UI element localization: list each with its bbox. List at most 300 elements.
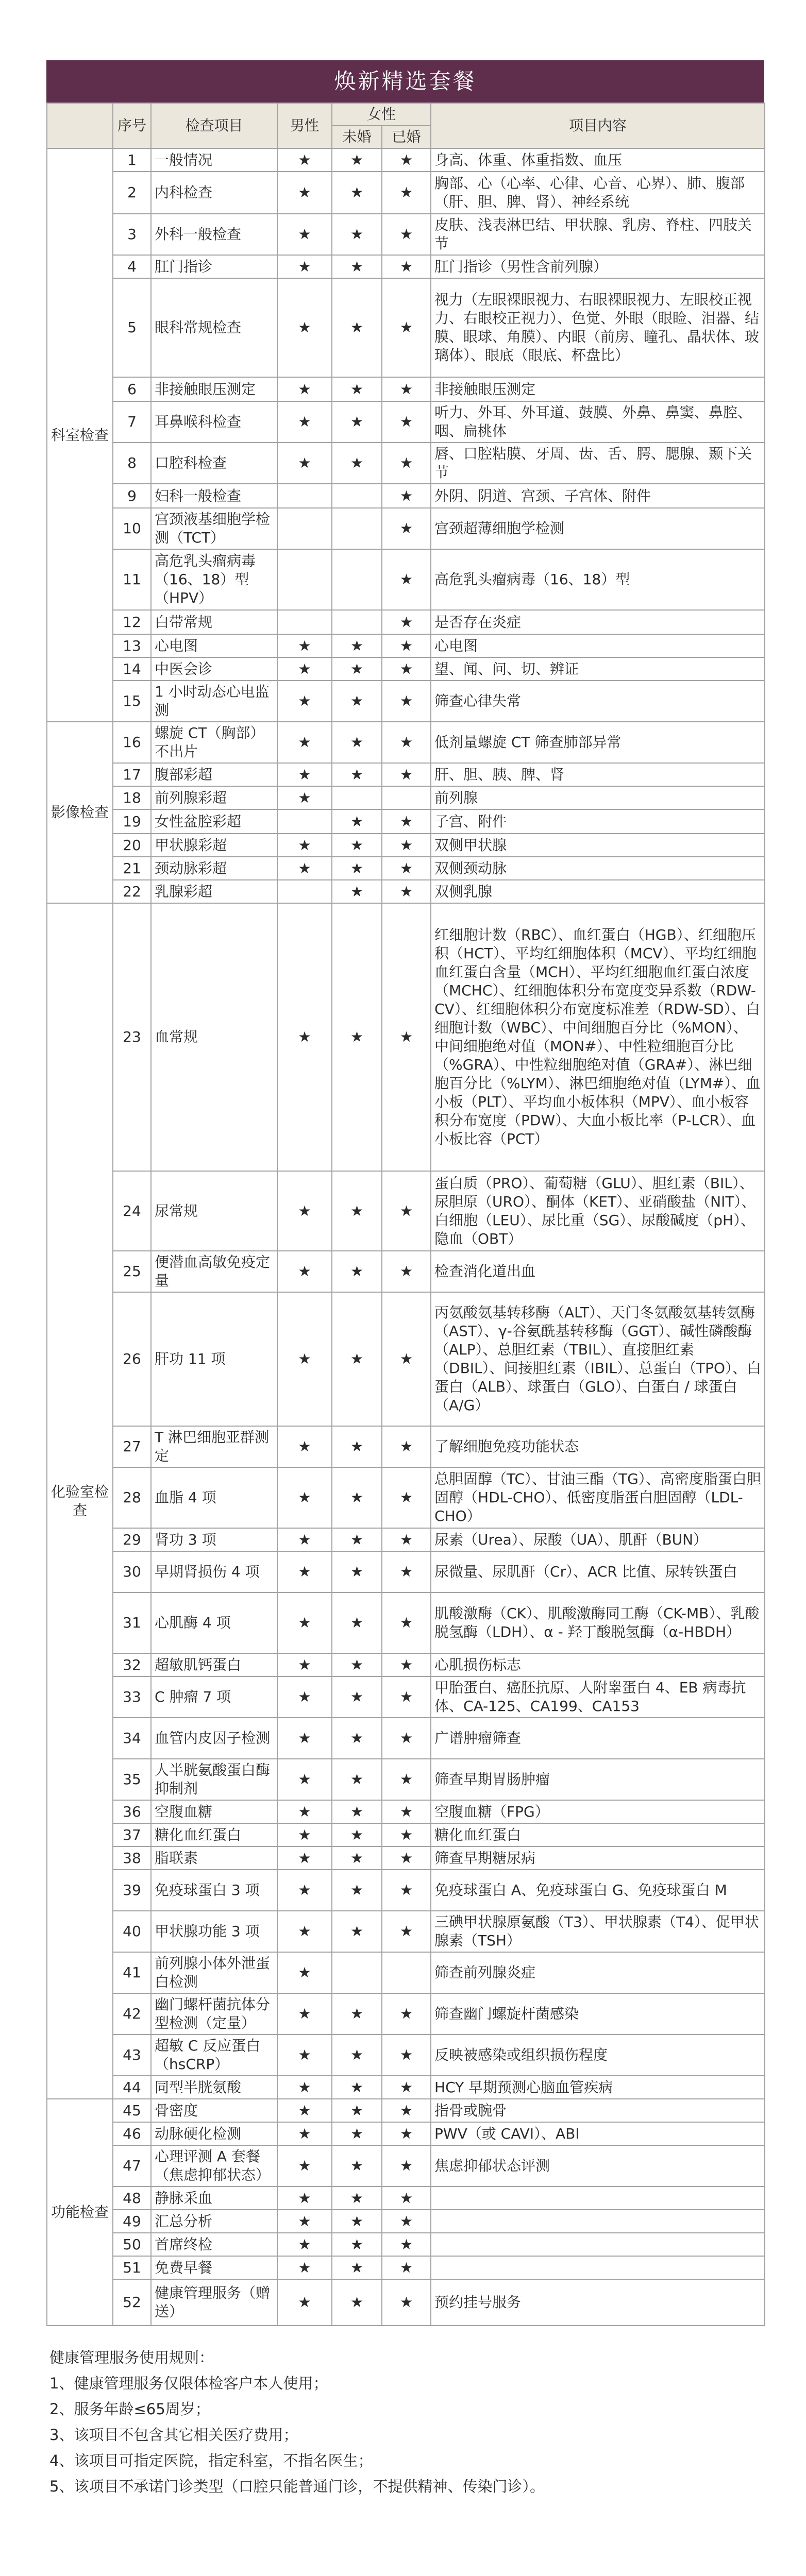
seq-cell: 41 (113, 1952, 151, 1993)
table-row (47, 148, 765, 172)
married-mark: ★ (382, 172, 431, 214)
seq-cell: 50 (113, 2233, 151, 2256)
item-cell: 眼科常规检查 (151, 278, 277, 377)
seq-cell: 9 (113, 484, 151, 508)
seq-cell: 15 (113, 681, 151, 722)
unmarried-mark (332, 484, 382, 508)
male-mark: ★ (277, 2145, 332, 2187)
category-cell: 科室检查 (47, 148, 113, 722)
unmarried-mark: ★ (332, 2099, 382, 2122)
content-cell: 检查消化道出血 (431, 1251, 765, 1292)
content-cell: 筛查前列腺炎症 (431, 1952, 765, 1993)
seq-cell: 13 (113, 634, 151, 657)
seq-cell: 28 (113, 1467, 151, 1528)
content-cell: 焦虑抑郁状态评测 (431, 2145, 765, 2187)
seq-cell: 23 (113, 903, 151, 1171)
item-cell: 静脉采血 (151, 2187, 277, 2210)
married-mark: ★ (382, 401, 431, 443)
content-cell: 唇、口腔粘膜、牙周、齿、舌、腭、腮腺、颞下关节 (431, 443, 765, 484)
table-row (47, 681, 765, 722)
table-row (47, 1911, 765, 1952)
male-mark: ★ (277, 1870, 332, 1911)
seq-cell: 33 (113, 1676, 151, 1718)
male-mark: ★ (277, 722, 332, 763)
male-mark: ★ (277, 1292, 332, 1426)
married-mark: ★ (382, 2122, 431, 2145)
seq-cell: 26 (113, 1292, 151, 1426)
table-row (47, 484, 765, 508)
male-mark: ★ (277, 214, 332, 255)
content-cell: 总胆固醇（TC）、甘油三酯（TG）、高密度脂蛋白胆固醇（HDL-CHO）、低密度脂蛋白胆固醇（LDL-CHO） (431, 1467, 765, 1528)
unmarried-mark: ★ (332, 1251, 382, 1292)
seq-cell: 29 (113, 1528, 151, 1551)
married-mark: ★ (382, 2145, 431, 2187)
item-cell: 肾功 3 项 (151, 1528, 277, 1551)
married-mark: ★ (382, 1551, 431, 1592)
content-cell: 广谱肿瘤筛查 (431, 1718, 765, 1759)
category-cell: 影像检查 (47, 722, 113, 903)
unmarried-mark: ★ (332, 1870, 382, 1911)
rule-item: 3、该项目不包含其它相关医疗费用； (49, 2426, 298, 2444)
unmarried-mark: ★ (332, 809, 382, 834)
content-cell: 心肌损伤标志 (431, 1653, 765, 1676)
table-row (47, 1251, 765, 1292)
unmarried-mark: ★ (332, 634, 382, 657)
married-mark: ★ (382, 1171, 431, 1251)
married-mark: ★ (382, 1292, 431, 1426)
table-row (47, 610, 765, 634)
unmarried-mark: ★ (332, 1718, 382, 1759)
married-mark: ★ (382, 2233, 431, 2256)
unmarried-mark: ★ (332, 214, 382, 255)
unmarried-mark: ★ (332, 2145, 382, 2187)
seq-cell: 19 (113, 809, 151, 834)
item-cell: 一般情况 (151, 148, 277, 172)
married-mark: ★ (382, 1911, 431, 1952)
table-row (47, 903, 765, 1171)
table-row (47, 1528, 765, 1551)
married-mark: ★ (382, 2099, 431, 2122)
male-mark: ★ (277, 278, 332, 377)
table-row (47, 1759, 765, 1800)
male-mark: ★ (277, 2187, 332, 2210)
seq-cell: 24 (113, 1171, 151, 1251)
table-row (47, 214, 765, 255)
table-row (47, 2187, 765, 2210)
item-cell: 甲状腺彩超 (151, 834, 277, 857)
unmarried-mark: ★ (332, 681, 382, 722)
content-cell: 指骨或腕骨 (431, 2099, 765, 2122)
married-mark: ★ (382, 2187, 431, 2210)
table-row (47, 2210, 765, 2233)
table-header (47, 103, 765, 148)
unmarried-mark: ★ (332, 1823, 382, 1846)
male-mark: ★ (277, 1911, 332, 1952)
male-mark: ★ (277, 1846, 332, 1870)
married-mark: ★ (382, 549, 431, 610)
unmarried-mark: ★ (332, 2210, 382, 2233)
seq-cell: 49 (113, 2210, 151, 2233)
seq-cell: 45 (113, 2099, 151, 2122)
item-cell: 空腹血糖 (151, 1800, 277, 1823)
unmarried-mark: ★ (332, 278, 382, 377)
rules-heading: 健康管理服务使用规则： (49, 2349, 214, 2366)
seq-cell: 3 (113, 214, 151, 255)
content-cell: 身高、体重、体重指数、血压 (431, 148, 765, 172)
content-cell: 肛门指诊（男性含前列腺） (431, 255, 765, 278)
unmarried-mark: ★ (332, 1551, 382, 1592)
item-cell: 中医会诊 (151, 657, 277, 681)
content-cell: 蛋白质（PRO）、葡萄糖（GLU）、胆红素（BIL）、尿胆原（URO）、酮体（KET）、亚硝酸盐（NIT）、白细胞（LEU）、尿比重（SG）、尿酸碱度（pH）、隐血（OBT） (431, 1171, 765, 1251)
unmarried-mark: ★ (332, 1528, 382, 1551)
unmarried-mark: ★ (332, 1467, 382, 1528)
table-row (47, 2099, 765, 2122)
package-page (46, 60, 764, 2499)
unmarried-mark: ★ (332, 880, 382, 903)
table-row (47, 763, 765, 786)
male-mark: ★ (277, 634, 332, 657)
rule-item: 4、该项目可指定医院，指定科室，不指名医生； (49, 2452, 373, 2469)
unmarried-mark: ★ (332, 834, 382, 857)
male-mark: ★ (277, 1426, 332, 1467)
table-row (47, 880, 765, 903)
male-mark: ★ (277, 2210, 332, 2233)
male-mark: ★ (277, 2122, 332, 2145)
male-mark: ★ (277, 1171, 332, 1251)
male-mark: ★ (277, 2035, 332, 2076)
male-mark: ★ (277, 903, 332, 1171)
unmarried-mark (332, 508, 382, 549)
item-cell: 螺旋 CT（胸部）不出片 (151, 722, 277, 763)
content-cell: 尿素（Urea）、尿酸（UA）、肌酐（BUN） (431, 1528, 765, 1551)
rule-item: 2、服务年龄≤65周岁； (49, 2400, 210, 2418)
male-mark: ★ (277, 401, 332, 443)
content-cell: HCY 早期预测心脑血管疾病 (431, 2076, 765, 2099)
content-cell (431, 2256, 765, 2279)
item-cell: 高危乳头瘤病毒（16、18）型（HPV） (151, 549, 277, 610)
seq-cell: 20 (113, 834, 151, 857)
item-cell: 外科一般检查 (151, 214, 277, 255)
married-mark: ★ (382, 443, 431, 484)
unmarried-mark: ★ (332, 1911, 382, 1952)
married-mark: ★ (382, 880, 431, 903)
content-cell: 非接触眼压测定 (431, 377, 765, 401)
content-cell: 反映被感染或组织损伤程度 (431, 2035, 765, 2076)
table-row (47, 1467, 765, 1528)
content-cell: 糖化血红蛋白 (431, 1823, 765, 1846)
table-row (47, 1676, 765, 1718)
married-mark: ★ (382, 278, 431, 377)
male-mark: ★ (277, 1676, 332, 1718)
table-row (47, 278, 765, 377)
male-mark: ★ (277, 1592, 332, 1653)
unmarried-mark: ★ (332, 763, 382, 786)
item-cell: 免费早餐 (151, 2256, 277, 2279)
male-mark: ★ (277, 1718, 332, 1759)
package-title: 焕新精选套餐 (46, 60, 764, 103)
content-cell: 预约挂号服务 (431, 2279, 765, 2326)
male-mark: ★ (277, 1251, 332, 1292)
seq-cell: 42 (113, 1993, 151, 2035)
seq-cell: 4 (113, 255, 151, 278)
content-cell: 心电图 (431, 634, 765, 657)
married-mark: ★ (382, 214, 431, 255)
seq-cell: 35 (113, 1759, 151, 1800)
unmarried-mark: ★ (332, 1292, 382, 1426)
content-cell: 红细胞计数（RBC）、血红蛋白（HGB）、红细胞压积（HCT）、平均红细胞体积（MCV）、平均红细胞血红蛋白含量（MCH）、平均红细胞血红蛋白浓度（MCHC）、红细胞体积分布宽度变异系数（RDW-CV）、红细胞体积分布宽度标准差（RDW-SD）、白细胞计数（WBC）、中间细胞百分比（%MON）、中间细胞绝对值（MON#）、中性粒细胞百分比（%GRA）、中性粒细胞绝对值（GRA#）、淋巴细胞百分比（%LYM）、淋巴细胞绝对值（LYM#）、血小板（PLT）、平均血小板体积（MPV）、血小板容积分布宽度（PDW）、大血小板比率（P-LCR）、血小板比容（PCT） (431, 903, 765, 1171)
male-mark: ★ (277, 2099, 332, 2122)
unmarried-mark: ★ (332, 377, 382, 401)
married-mark: ★ (382, 484, 431, 508)
male-mark: ★ (277, 172, 332, 214)
married-mark: ★ (382, 634, 431, 657)
male-mark: ★ (277, 786, 332, 809)
table-row (47, 834, 765, 857)
seq-cell: 2 (113, 172, 151, 214)
married-mark: ★ (382, 2035, 431, 2076)
male-mark: ★ (277, 857, 332, 880)
married-mark: ★ (382, 1846, 431, 1870)
content-cell: 视力（左眼裸眼视力、右眼裸眼视力、左眼校正视力、右眼校正视力）、色觉、外眼（眼睑、泪器、结膜、眼球、角膜）、内眼（前房、瞳孔、晶状体、玻璃体）、眼底（眼底、杯盘比） (431, 278, 765, 377)
header-content: 项目内容 (431, 103, 765, 148)
seq-cell: 8 (113, 443, 151, 484)
item-cell: 前列腺小体外泄蛋白检测 (151, 1952, 277, 1993)
seq-cell: 52 (113, 2279, 151, 2326)
table-row (47, 2233, 765, 2256)
table-row (47, 786, 765, 809)
male-mark: ★ (277, 1800, 332, 1823)
married-mark: ★ (382, 1800, 431, 1823)
unmarried-mark: ★ (332, 2187, 382, 2210)
unmarried-mark: ★ (332, 443, 382, 484)
content-cell: 胸部、心（心率、心律、心音、心界）、肺、腹部（肝、胆、脾、肾）、神经系统 (431, 172, 765, 214)
married-mark: ★ (382, 834, 431, 857)
table-row (47, 1800, 765, 1823)
unmarried-mark: ★ (332, 401, 382, 443)
table-row (47, 634, 765, 657)
item-cell: 人半胱氨酸蛋白酶抑制剂 (151, 1759, 277, 1800)
seq-cell: 17 (113, 763, 151, 786)
usage-rules (46, 2345, 764, 2499)
content-cell: 免疫球蛋白 A、免疫球蛋白 G、免疫球蛋白 M (431, 1870, 765, 1911)
married-mark: ★ (382, 1718, 431, 1759)
seq-cell: 18 (113, 786, 151, 809)
header-seq: 序号 (113, 103, 151, 148)
item-cell: 口腔科检查 (151, 443, 277, 484)
seq-cell: 21 (113, 857, 151, 880)
content-cell: 双侧甲状腺 (431, 834, 765, 857)
married-mark: ★ (382, 2279, 431, 2326)
content-cell: 了解细胞免疫功能状态 (431, 1426, 765, 1467)
married-mark: ★ (382, 1870, 431, 1911)
male-mark (277, 610, 332, 634)
unmarried-mark: ★ (332, 172, 382, 214)
item-cell: 免疫球蛋白 3 项 (151, 1870, 277, 1911)
item-cell: 前列腺彩超 (151, 786, 277, 809)
item-cell: 汇总分析 (151, 2210, 277, 2233)
item-cell: 1 小时动态心电监测 (151, 681, 277, 722)
married-mark: ★ (382, 722, 431, 763)
table-row (47, 1653, 765, 1676)
item-cell: 甲状腺功能 3 项 (151, 1911, 277, 1952)
seq-cell: 34 (113, 1718, 151, 1759)
content-cell: 子宫、附件 (431, 809, 765, 834)
male-mark: ★ (277, 1551, 332, 1592)
seq-cell: 51 (113, 2256, 151, 2279)
unmarried-mark (332, 786, 382, 809)
item-cell: 肝功 11 项 (151, 1292, 277, 1426)
married-mark: ★ (382, 610, 431, 634)
unmarried-mark: ★ (332, 2076, 382, 2099)
content-cell: 筛查心律失常 (431, 681, 765, 722)
unmarried-mark: ★ (332, 255, 382, 278)
seq-cell: 11 (113, 549, 151, 610)
seq-cell: 27 (113, 1426, 151, 1467)
item-cell: 超敏 C 反应蛋白（hsCRP） (151, 2035, 277, 2076)
item-cell: 首席终检 (151, 2233, 277, 2256)
table-row (47, 1171, 765, 1251)
table-row (47, 1993, 765, 2035)
table-row (47, 377, 765, 401)
content-cell: 尿微量、尿肌酐（Cr）、ACR 比值、尿转铁蛋白 (431, 1551, 765, 1592)
unmarried-mark: ★ (332, 1759, 382, 1800)
male-mark: ★ (277, 2279, 332, 2326)
married-mark: ★ (382, 2256, 431, 2279)
table-row (47, 549, 765, 610)
item-cell: 动脉硬化检测 (151, 2122, 277, 2145)
seq-cell: 47 (113, 2145, 151, 2187)
content-cell: 望、闻、问、切、辨证 (431, 657, 765, 681)
married-mark: ★ (382, 1467, 431, 1528)
content-cell: 甲胎蛋白、癌胚抗原、人附睾蛋白 4、EB 病毒抗体、CA-125、CA199、CA153 (431, 1676, 765, 1718)
male-mark (277, 508, 332, 549)
table-row (47, 1426, 765, 1467)
item-cell: 耳鼻喉科检查 (151, 401, 277, 443)
content-cell: PWV（或 CAVI）、ABI (431, 2122, 765, 2145)
seq-cell: 1 (113, 148, 151, 172)
unmarried-mark: ★ (332, 2122, 382, 2145)
male-mark: ★ (277, 2076, 332, 2099)
unmarried-mark: ★ (332, 1993, 382, 2035)
seq-cell: 44 (113, 2076, 151, 2099)
male-mark: ★ (277, 377, 332, 401)
seq-cell: 12 (113, 610, 151, 634)
table-row (47, 809, 765, 834)
married-mark: ★ (382, 1251, 431, 1292)
item-cell: 血脂 4 项 (151, 1467, 277, 1528)
male-mark: ★ (277, 834, 332, 857)
male-mark: ★ (277, 2256, 332, 2279)
item-cell: 内科检查 (151, 172, 277, 214)
male-mark: ★ (277, 1823, 332, 1846)
unmarried-mark: ★ (332, 857, 382, 880)
content-cell: 高危乳头瘤病毒（16、18）型 (431, 549, 765, 610)
seq-cell: 7 (113, 401, 151, 443)
item-cell: 心电图 (151, 634, 277, 657)
married-mark (382, 1952, 431, 1993)
male-mark: ★ (277, 1993, 332, 2035)
content-cell: 双侧乳腺 (431, 880, 765, 903)
table-row (47, 443, 765, 484)
male-mark: ★ (277, 681, 332, 722)
male-mark: ★ (277, 657, 332, 681)
content-cell: 宫颈超薄细胞学检测 (431, 508, 765, 549)
table-row (47, 401, 765, 443)
married-mark: ★ (382, 1676, 431, 1718)
married-mark: ★ (382, 903, 431, 1171)
table-row (47, 1952, 765, 1993)
seq-cell: 46 (113, 2122, 151, 2145)
content-cell: 皮肤、浅表淋巴结、甲状腺、乳房、脊柱、四肢关节 (431, 214, 765, 255)
male-mark: ★ (277, 1759, 332, 1800)
content-cell (431, 2210, 765, 2233)
seq-cell: 40 (113, 1911, 151, 1952)
unmarried-mark: ★ (332, 722, 382, 763)
male-mark: ★ (277, 148, 332, 172)
seq-cell: 10 (113, 508, 151, 549)
item-cell: 腹部彩超 (151, 763, 277, 786)
male-mark: ★ (277, 2233, 332, 2256)
unmarried-mark: ★ (332, 903, 382, 1171)
married-mark: ★ (382, 377, 431, 401)
content-cell (431, 2187, 765, 2210)
table-row (47, 857, 765, 880)
seq-cell: 14 (113, 657, 151, 681)
married-mark: ★ (382, 763, 431, 786)
header-female: 女性 (332, 103, 431, 126)
seq-cell: 22 (113, 880, 151, 903)
male-mark: ★ (277, 443, 332, 484)
rule-item: 1、健康管理服务仅限体检客户本人使用； (49, 2375, 328, 2392)
table-row (47, 1823, 765, 1846)
item-cell: 超敏肌钙蛋白 (151, 1653, 277, 1676)
table-row (47, 722, 765, 763)
table-row (47, 508, 765, 549)
header-category-blank (47, 103, 113, 148)
content-cell: 肝、胆、胰、脾、肾 (431, 763, 765, 786)
item-cell: T 淋巴细胞亚群测定 (151, 1426, 277, 1467)
header-married: 已婚 (382, 126, 431, 148)
seq-cell: 48 (113, 2187, 151, 2210)
item-cell: 肛门指诊 (151, 255, 277, 278)
content-cell: 空腹血糖（FPG） (431, 1800, 765, 1823)
content-cell (431, 2233, 765, 2256)
category-cell: 化验室检查 (47, 903, 113, 2099)
married-mark: ★ (382, 2076, 431, 2099)
seq-cell: 37 (113, 1823, 151, 1846)
content-cell: 丙氨酸氨基转移酶（ALT）、天门冬氨酸氨基转氨酶（AST）、γ-谷氨酰基转移酶（GGT）、碱性磷酸酶（ALP）、总胆红素（TBIL）、直接胆红素（DBIL）、间接胆红素（IBIL）、总蛋白（TPO）、白蛋白（ALB）、球蛋白（GLO）、白蛋白 / 球蛋白（A/G） (431, 1292, 765, 1426)
unmarried-mark: ★ (332, 2279, 382, 2326)
married-mark: ★ (382, 809, 431, 834)
seq-cell: 30 (113, 1551, 151, 1592)
male-mark: ★ (277, 1528, 332, 1551)
item-cell: 妇科一般检查 (151, 484, 277, 508)
item-cell: 便潜血高敏免疫定量 (151, 1251, 277, 1292)
unmarried-mark: ★ (332, 1171, 382, 1251)
married-mark: ★ (382, 148, 431, 172)
unmarried-mark: ★ (332, 1426, 382, 1467)
item-cell: 早期肾损伤 4 项 (151, 1551, 277, 1592)
table-row (47, 2256, 765, 2279)
content-cell: 筛查早期糖尿病 (431, 1846, 765, 1870)
table-row (47, 172, 765, 214)
table-row (47, 1551, 765, 1592)
married-mark: ★ (382, 657, 431, 681)
seq-cell: 36 (113, 1800, 151, 1823)
unmarried-mark: ★ (332, 657, 382, 681)
married-mark: ★ (382, 1993, 431, 2035)
unmarried-mark: ★ (332, 1592, 382, 1653)
